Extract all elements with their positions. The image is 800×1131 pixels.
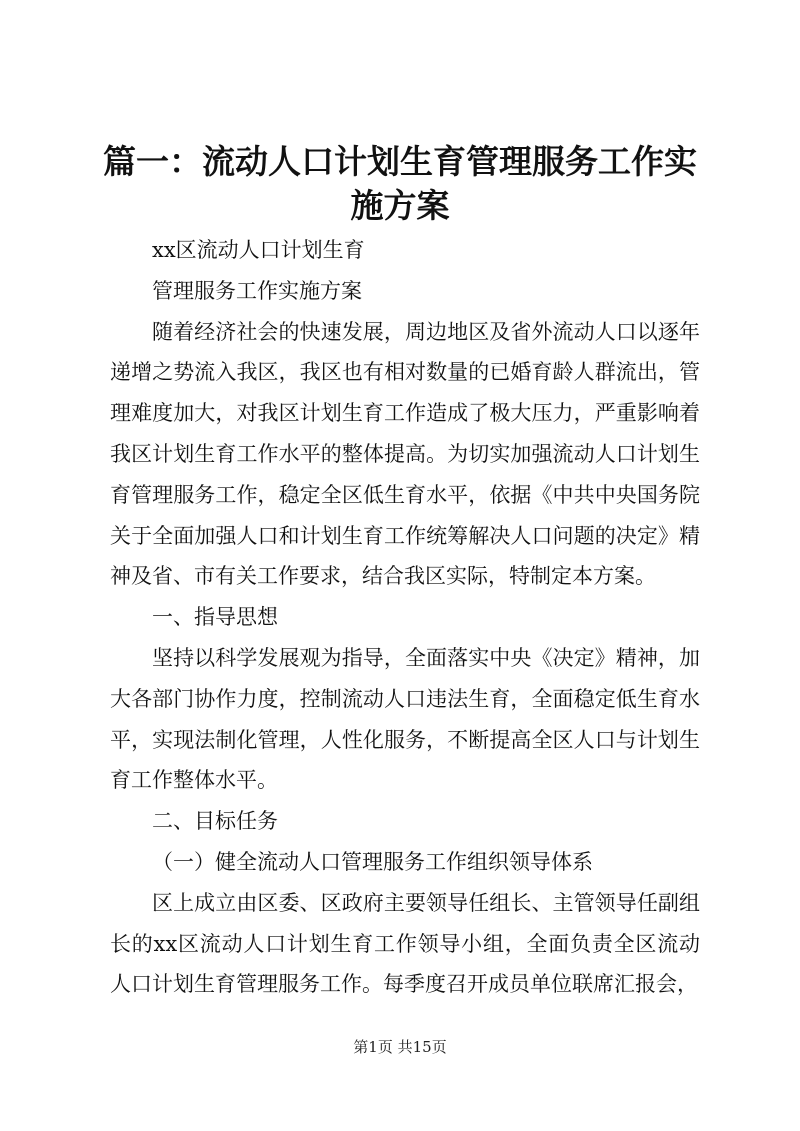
paragraph-intro: 随着经济社会的快速发展，周边地区及省外流动人口以逐年递增之势流入我区，我区也有相对数量的已婚育龄人群流出，管理难度加大，对我区计划生育工作造成了极大压力，严重影响着我区计划生育工作水平的整体提高。为切实加强流动人口计划生育管理服务工作，稳定全区低生育水平，依据《中共中央国务院关于全面加强人口和计划生育工作统筹解决人口问题的决定》精神及省、市有关工作要求，结合我区实际，特制定本方案。 [110,319,700,589]
paragraph-organization: 区上成立由区委、区政府主要领导任组长、主管领导任副组长的xx区流动人口计划生育工作领导小组，全面负责全区流动人口计划生育管理服务工作。每季度召开成员单位联席汇报会， [110,890,700,997]
paragraph-subtitle-line1: xx区流动人口计划生育 [152,238,365,262]
document-title: 篇一：流动人口计划生育管理服务工作实施方案 [103,142,697,225]
page-footer: 第1页 共15页 [353,1038,447,1056]
subsection-heading-organization: （一）健全流动人口管理服务工作组织领导体系 [152,849,593,874]
section-heading-targets: 二、目标任务 [152,809,278,834]
section-heading-guiding-ideology: 一、指导思想 [152,605,278,630]
document-body [110,230,700,1005]
paragraph-subtitle-line2: 管理服务工作实施方案 [152,278,362,303]
paragraph-guiding-ideology: 坚持以科学发展观为指导，全面落实中央《决定》精神，加大各部门协作力度，控制流动人口违法生育，全面稳定低生育水平，实现法制化管理，人性化服务，不断提高全区人口与计划生育工作整体水平。 [110,645,700,793]
